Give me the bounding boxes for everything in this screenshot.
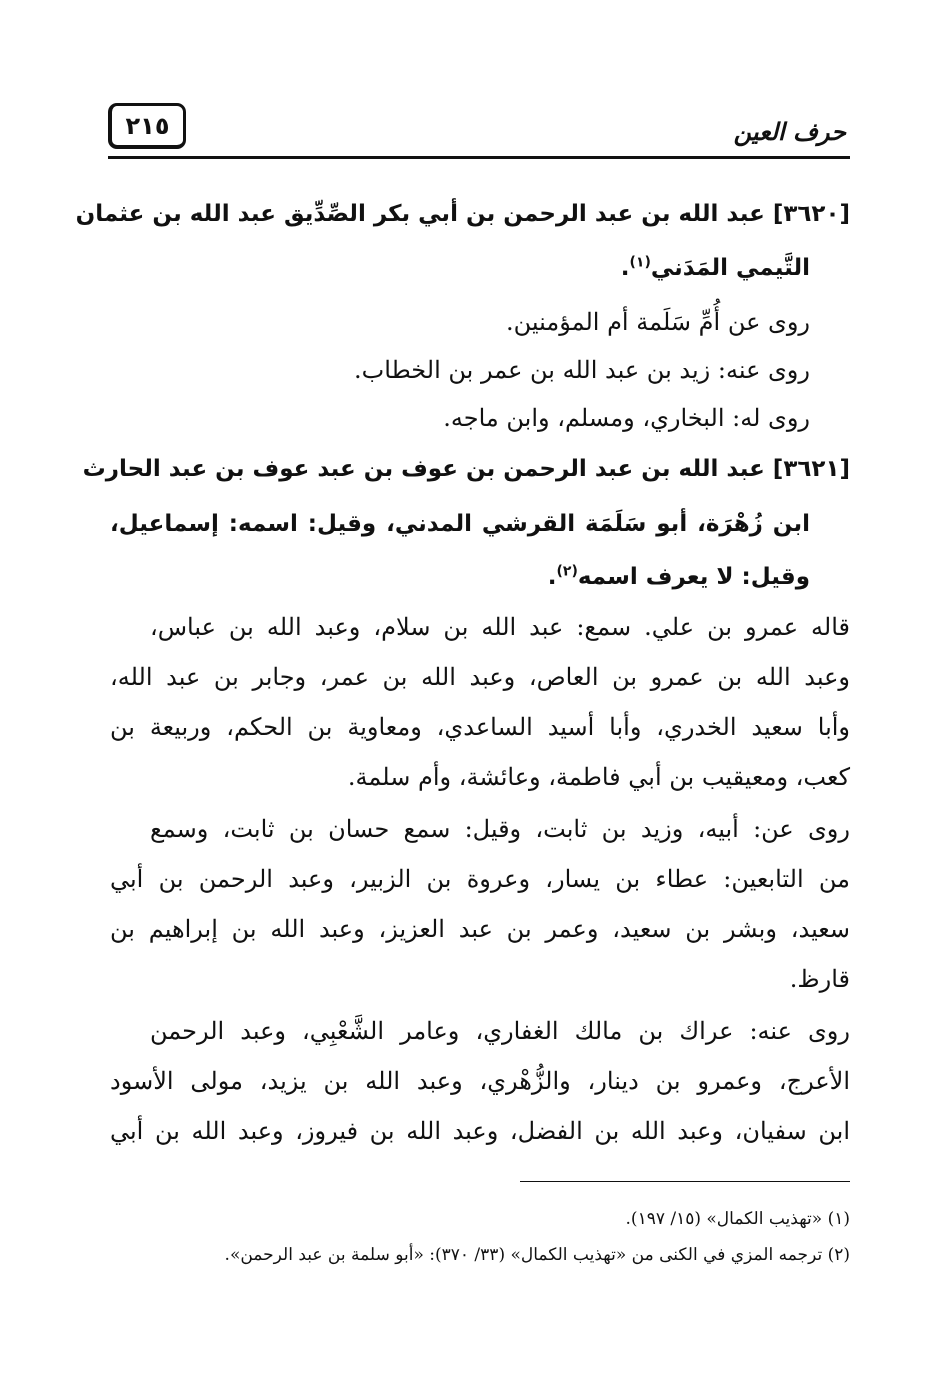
text-line: وعبد الله بن عمرو بن العاص، وعبد الله بن عمر، وجابر بن عبد الله، [110,663,850,691]
entry-heading-cont: التَّيمي المَدَني$^{(١)}$. [620,254,810,281]
page-number: ٢١٥ [108,103,186,149]
entry-heading: [٣٦٢١] عبد الله بن عبد الرحمن بن عوف بن عبد عوف بن عبد الحارث [82,456,850,482]
entry-heading: [٣٦٢٠] عبد الله بن عبد الرحمن بن أبي بكر الصِّدِّيق عبد الله بن عثمان [75,201,850,227]
text-line: كعب، ومعيقيب بن أبي فاطمة، وعائشة، وأم سلمة. [347,763,850,791]
footnote-rule [520,1181,850,1182]
text-line: روى عن أُمِّ سَلَمة أم المؤمنين. [505,308,810,336]
text-line: قاله عمرو بن علي. سمع: عبد الله بن سلام، وعبد الله بن عباس، [150,613,850,641]
text-line: ابن سفيان، وعبد الله بن الفضل، وعبد الله بن فيروز، وعبد الله بن أبي [110,1117,850,1145]
text-line: روى عنه: عراك بن مالك الغفاري، وعامر الشَّعْبِي، وعبد الرحمن [150,1017,850,1045]
text-line: سعيد، وبشر بن سعيد، وعمر بن عبد العزيز، وعبد الله بن إبراهيم بن [110,915,850,943]
text-line: روى عنه: زيد بن عبد الله بن عمر بن الخطاب. [354,356,810,384]
running-head: حرف العين [733,118,846,146]
footnote-ref[interactable]: (٢) [556,563,578,580]
footnote-ref[interactable]: (١) [629,254,651,271]
footnote: (٢) ترجمه المزي في الكنى من «تهذيب الكمال» (٣٣/ ٣٧٠): «أبو سلمة بن عبد الرحمن». [224,1245,850,1265]
footnote: (١) «تهذيب الكمال» (١٥/ ١٩٧). [625,1209,850,1229]
text-line: من التابعين: عطاء بن يسار، وعروة بن الزبير، وعبد الرحمن بن أبي [110,865,850,893]
header-rule [108,156,850,159]
text-line: الأعرج، وعمرو بن دينار، والزُّهْري، وعبد الله بن يزيد، مولى الأسود [110,1067,850,1095]
text-line: وأبا سعيد الخدري، وأبا أسيد الساعدي، ومعاوية بن الحكم، وربيعة بن [110,713,850,741]
entry-heading-cont: وقيل: لا يعرف اسمه$^{(٢)}$. [547,563,810,590]
entry-heading-cont: ابن زُهْرَة، أبو سَلَمَة القرشي المدني، وقيل: اسمه: إسماعيل، [110,511,810,537]
text-line: روى عن: أبيه، وزيد بن ثابت، وقيل: سمع حسان بن ثابت، وسمع [150,815,850,843]
text-line: قارظ. [789,965,850,993]
text-line: روى له: البخاري، ومسلم، وابن ماجه. [443,404,810,432]
